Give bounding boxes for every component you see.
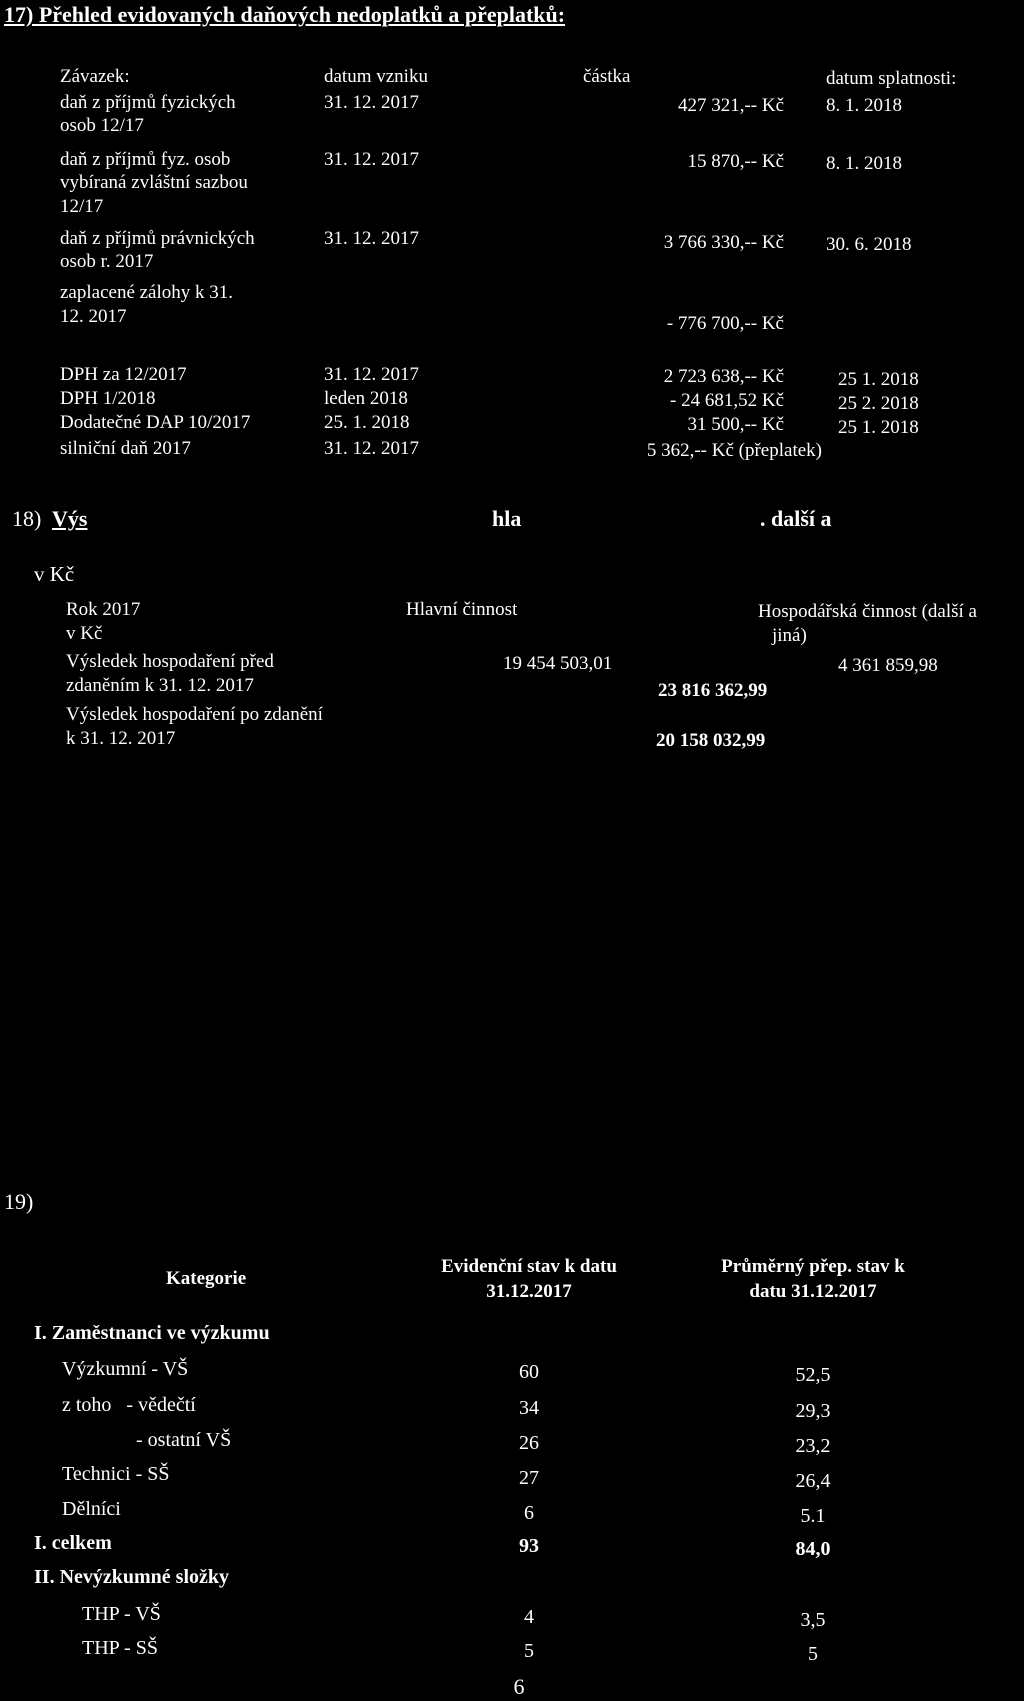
tax-row-date: leden 2018: [324, 388, 408, 409]
col-header-due-date: datum splatnosti:: [826, 68, 957, 89]
staff-row-average: 26,4: [795, 1470, 831, 1492]
staff-row-label: - ostatní VŠ: [136, 1429, 232, 1451]
col-header-amount: částka: [583, 66, 631, 87]
staff-row-average: 84,0: [795, 1538, 831, 1560]
currency-unit-label: v Kč: [34, 562, 75, 586]
tax-row-label: daň z příjmů fyzických: [60, 92, 236, 113]
staff-row-average: 3,5: [800, 1609, 826, 1631]
tax-row-date: 25. 1. 2018: [324, 412, 410, 433]
staff-row-average: 5.1: [800, 1505, 826, 1527]
staff-row-label: THP - SŠ: [82, 1637, 158, 1659]
tax-row-label: DPH 1/2018: [60, 388, 156, 409]
tax-row-label: osob r. 2017: [60, 251, 154, 272]
tax-row-label: daň z příjmů právnických: [60, 228, 255, 249]
results-row-label: Výsledek hospodaření po zdanění: [66, 704, 323, 725]
results-col-main: Hlavní činnost: [406, 599, 518, 620]
staff-row-label: Výzkumní - VŠ: [62, 1358, 189, 1380]
tax-row-due: 8. 1. 2018: [826, 153, 902, 174]
results-other-value: 4 361 859,98: [838, 655, 938, 676]
section-18-heading-fragment: hla: [492, 506, 522, 531]
tax-row-amount: 427 321,-- Kč: [677, 95, 784, 116]
tax-row-due: 25 1. 2018: [838, 417, 919, 438]
tax-row-amount: 3 766 330,-- Kč: [663, 232, 784, 253]
staff-col-registered: Evidenční stav k datu: [441, 1256, 617, 1277]
tax-row-label: zaplacené zálohy k 31.: [60, 282, 234, 303]
section-18-heading-fragment: . další a: [760, 506, 832, 531]
staff-row-registered: 6: [524, 1502, 534, 1524]
tax-row-date: 31. 12. 2017: [324, 228, 419, 249]
results-total-value: 20 158 032,99: [656, 730, 766, 751]
staff-row-label: Technici - SŠ: [62, 1463, 170, 1485]
staff-col-registered-date: 31.12.2017: [486, 1281, 572, 1302]
results-col-other: Hospodářská činnost (další a: [758, 601, 977, 622]
staff-row-label: Dělníci: [62, 1498, 121, 1520]
section-18-number: 18): [12, 506, 42, 531]
tax-row-label: osob 12/17: [60, 115, 144, 136]
tax-row-due: 25 2. 2018: [838, 393, 919, 414]
results-row-label: zdaněním k 31. 12. 2017: [66, 675, 254, 696]
tax-row-label: 12/17: [60, 196, 104, 217]
staff-row-registered: 26: [519, 1432, 539, 1454]
staff-row-registered: 34: [519, 1397, 539, 1419]
staff-row-average: 52,5: [795, 1364, 831, 1386]
staff-col-category: Kategorie: [166, 1268, 247, 1289]
results-col-year-unit: v Kč: [66, 623, 103, 644]
staff-row-label: I. celkem: [34, 1532, 112, 1554]
staff-col-average: Průměrný přep. stav k: [721, 1256, 905, 1277]
tax-row-amount: - 776 700,-- Kč: [666, 313, 784, 334]
tax-row-label: silniční daň 2017: [60, 438, 191, 459]
staff-row-label: I. Zaměstnanci ve výzkumu: [34, 1322, 270, 1344]
tax-row-date: 31. 12. 2017: [324, 438, 419, 459]
tax-row-date: 31. 12. 2017: [324, 149, 419, 170]
results-row-label: Výsledek hospodaření před: [66, 651, 274, 672]
tax-row-amount: 5 362,-- Kč (přeplatek): [646, 440, 822, 461]
tax-row-amount: 31 500,-- Kč: [687, 414, 784, 435]
staff-row-registered: 27: [519, 1467, 539, 1489]
tax-row-due: 25 1. 2018: [838, 369, 919, 390]
tax-row-amount: - 24 681,52 Kč: [670, 390, 784, 411]
tax-row-label: daň z příjmů fyz. osob: [60, 149, 231, 170]
staff-row-registered: 5: [524, 1640, 534, 1662]
staff-row-label: z toho - vědečtí: [62, 1394, 196, 1416]
results-row-label: k 31. 12. 2017: [66, 728, 176, 749]
results-col-other: jiná): [772, 625, 807, 646]
results-total-value: 23 816 362,99: [658, 680, 768, 701]
staff-col-average-date: datu 31.12.2017: [749, 1281, 877, 1302]
tax-row-label: DPH za 12/2017: [60, 364, 187, 385]
staff-row-registered: 93: [519, 1535, 539, 1557]
col-header-obligation: Závazek:: [60, 66, 130, 87]
tax-row-due: 8. 1. 2018: [826, 95, 902, 116]
tax-row-due: 30. 6. 2018: [826, 234, 912, 255]
tax-row-amount: 15 870,-- Kč: [687, 151, 784, 172]
tax-row-label: vybíraná zvláštní sazbou: [60, 172, 248, 193]
page-number: 6: [513, 1674, 525, 1699]
results-main-value: 19 454 503,01: [503, 653, 613, 674]
staff-row-label: II. Nevýzkumné složky: [34, 1566, 230, 1588]
tax-row-date: 31. 12. 2017: [324, 364, 419, 385]
section-17-heading: 17) Přehled evidovaných daňových nedoplatků a přeplatků:: [4, 2, 566, 27]
staff-row-registered: 60: [519, 1361, 539, 1383]
staff-row-average: 23,2: [795, 1435, 831, 1457]
staff-row-average: 5: [808, 1643, 818, 1665]
tax-row-date: 31. 12. 2017: [324, 92, 419, 113]
staff-row-registered: 4: [524, 1606, 534, 1628]
results-col-year: Rok 2017: [66, 599, 141, 620]
section-19-heading: 19): [4, 1189, 34, 1214]
staff-row-label: THP - VŠ: [82, 1603, 161, 1625]
staff-row-average: 29,3: [795, 1400, 831, 1422]
tax-row-amount: 2 723 638,-- Kč: [663, 366, 784, 387]
col-header-origin-date: datum vzniku: [324, 66, 428, 87]
tax-row-label: 12. 2017: [60, 306, 127, 327]
tax-row-label: Dodatečné DAP 10/2017: [60, 412, 251, 433]
section-18-heading-fragment: Výs: [52, 506, 88, 531]
